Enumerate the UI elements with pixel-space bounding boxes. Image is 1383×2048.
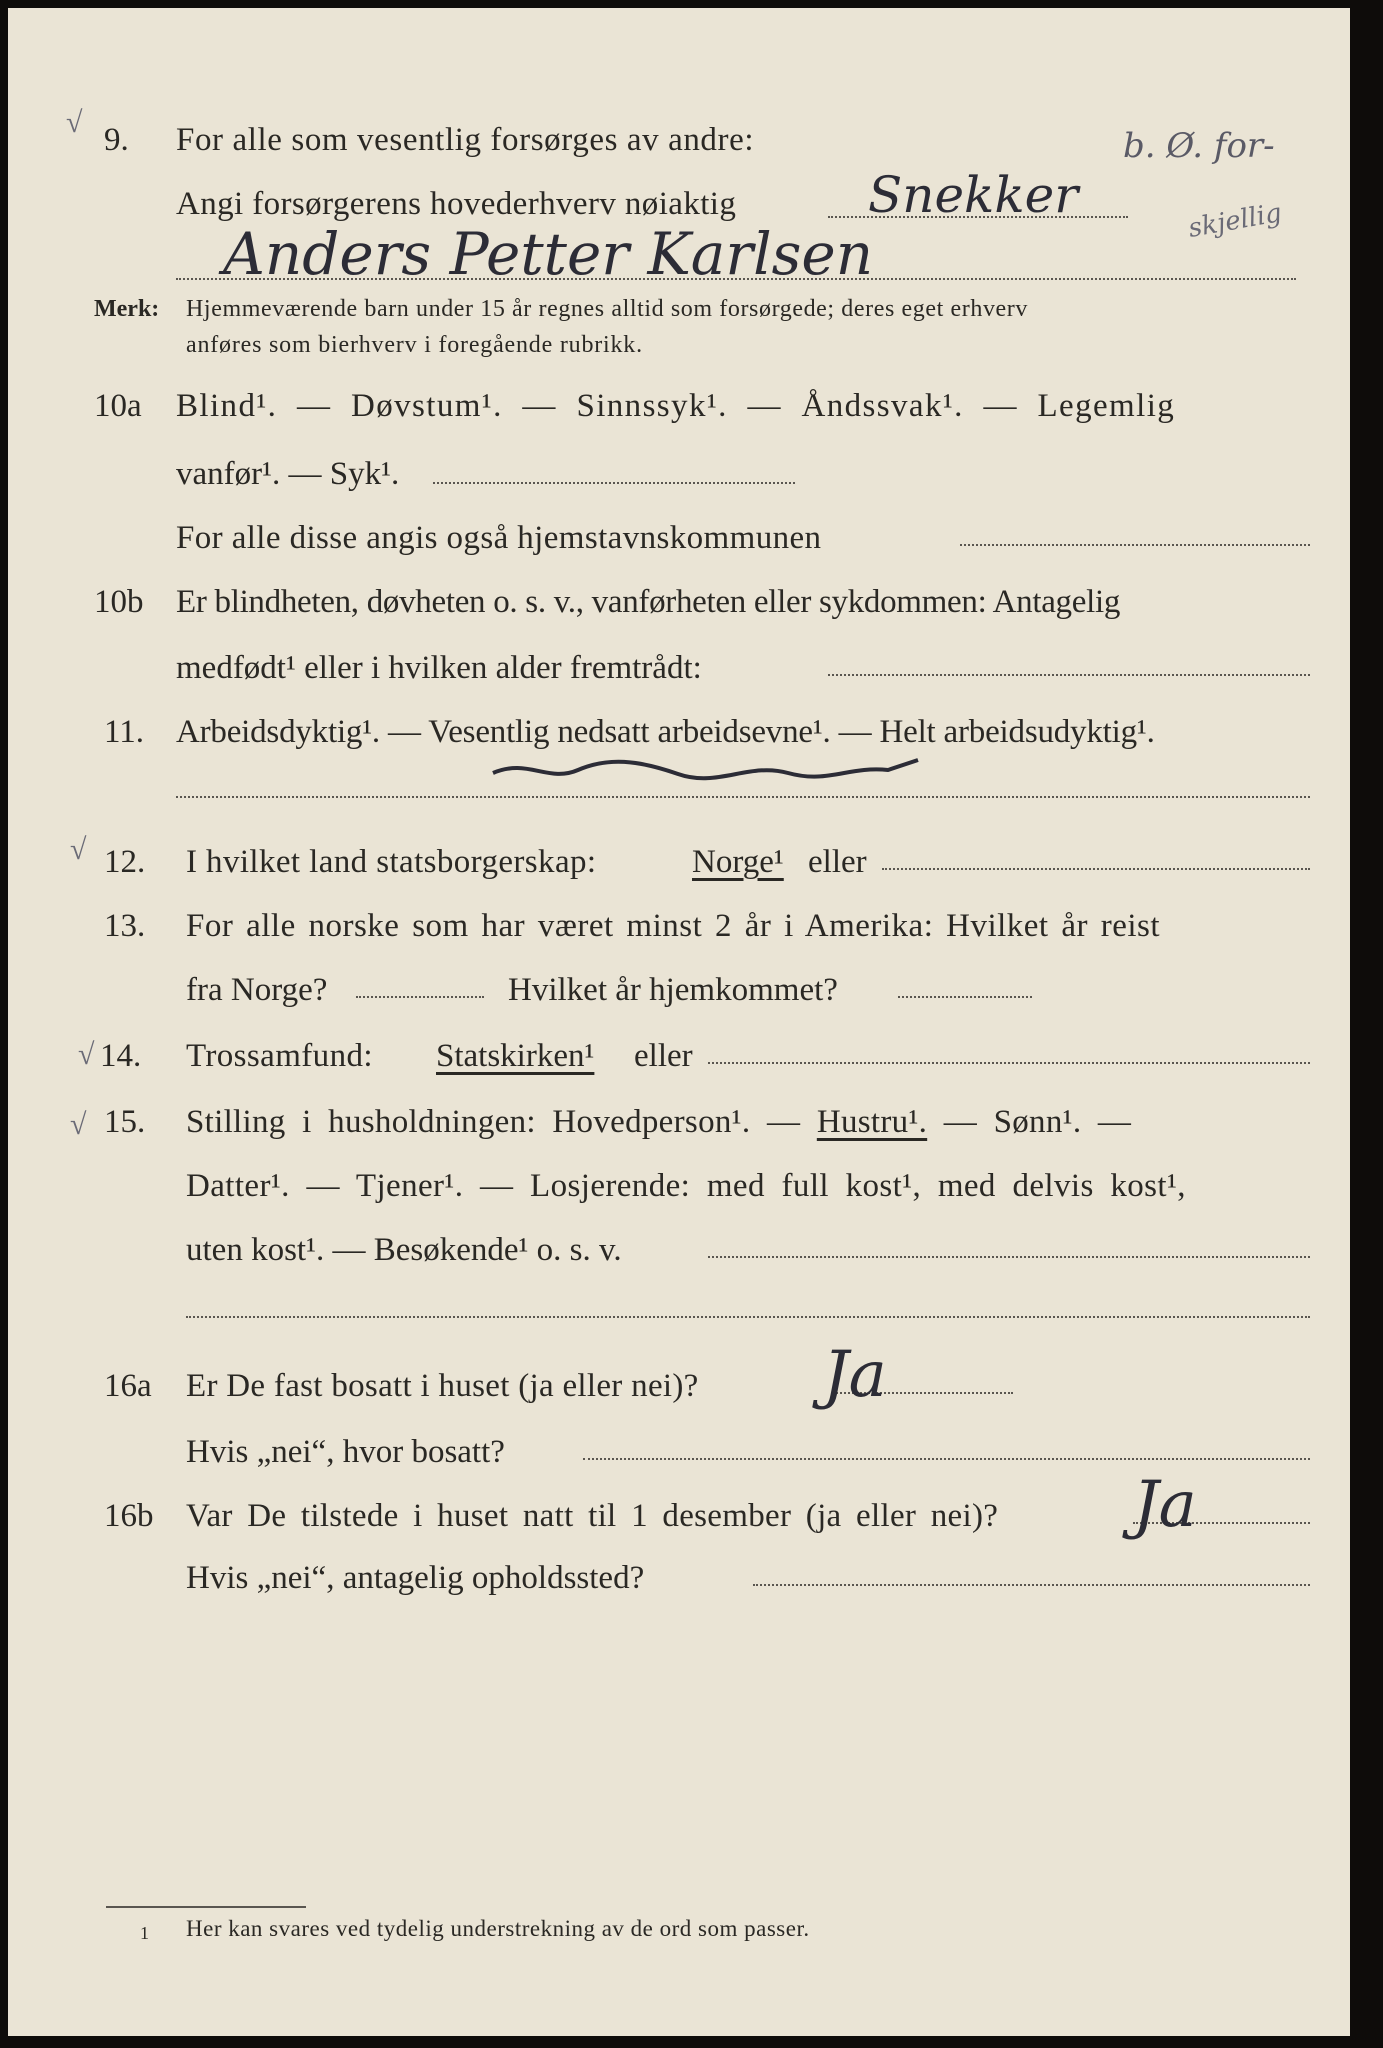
- q15-number: 15.: [104, 1104, 146, 1140]
- q15-line1a: Stilling i husholdningen: Hovedperson¹. —: [186, 1104, 817, 1140]
- q11-text: [176, 712, 1155, 752]
- q11-number: 11.: [104, 714, 145, 750]
- q16a-residence-line: [583, 1458, 1310, 1460]
- q16a-line2: Hvis „nei“, hvor bosatt?: [186, 1434, 505, 1470]
- q9-answer-name: Anders Petter Karlsen: [223, 220, 874, 288]
- q14-text: Trossamfund:: [186, 1038, 373, 1074]
- q12-other-line: [882, 868, 1310, 870]
- q13-number: 13.: [104, 908, 146, 944]
- q11-handwritten-underline: [488, 748, 928, 788]
- q16a-line1: Er De fast bosatt i huset (ja eller nei)?: [186, 1368, 699, 1404]
- q11-part2-selected: Vesentlig nedsatt arbeidsevne¹: [428, 714, 823, 750]
- q9-line1: For alle som vesentlig forsørges av andre:: [176, 122, 755, 158]
- q13-line1: For alle norske som har været minst 2 år i Amerika: Hvilket år reist: [186, 908, 1161, 944]
- q15-answer-selected: Hustru¹.: [816, 1104, 928, 1140]
- q15-line2: Datter¹. — Tjener¹. — Losjerende: med full kost¹, med delvis kost¹,: [186, 1168, 1186, 1204]
- q15-line1c: — Sønn¹. —: [927, 1104, 1132, 1140]
- q16b-whereabouts-line: [753, 1584, 1310, 1586]
- q10a-line1: Blind¹. — Døvstum¹. — Sinnssyk¹. — Åndssvak¹. — Legemlig: [176, 388, 1176, 424]
- q9-answer-occupation: Snekker: [868, 166, 1079, 224]
- q15-rule: [186, 1316, 1310, 1318]
- merk-line1: Hjemmeværende barn under 15 år regnes alltid som forsørgede; deres eget erhverv: [186, 296, 1029, 322]
- q11-rule: [176, 796, 1310, 798]
- q13-line2a: fra Norge?: [186, 972, 328, 1008]
- q16b-line1: Var De tilstede i huset natt til 1 desember (ja eller nei)?: [186, 1498, 999, 1534]
- q16b-number: 16b: [104, 1498, 154, 1534]
- q10a-sick-line: [433, 482, 795, 484]
- q10a-line2: vanfør¹. — Syk¹.: [176, 456, 400, 492]
- footnote-rule: [106, 1906, 306, 1908]
- q16b-answer: Ja: [1133, 1468, 1197, 1542]
- q14-answer-selected: Statskirken¹: [436, 1038, 595, 1074]
- q16a-number: 16a: [104, 1368, 152, 1404]
- q13-departed-line: [356, 996, 484, 998]
- q12-text: I hvilket land statsborgerskap:: [186, 844, 597, 880]
- q10a-number: 10a: [94, 388, 142, 424]
- check-mark-14: √: [78, 1038, 95, 1071]
- q14-after: eller: [634, 1038, 693, 1074]
- q14-other-line: [708, 1062, 1310, 1064]
- footnote-mark: 1: [140, 1923, 149, 1943]
- q12-number: 12.: [104, 844, 146, 880]
- q9-answer-note: b. Ø. for-: [1123, 126, 1275, 166]
- q13-line2b: Hvilket år hjemkommet?: [508, 972, 838, 1008]
- check-mark-12: √: [70, 833, 87, 866]
- check-mark-9: √: [66, 106, 83, 139]
- q9-answer-note2: skjellig: [1186, 198, 1285, 244]
- merk-line2: anføres som bierhverv i foregående rubrikk.: [186, 332, 643, 358]
- q10b-age-line: [828, 674, 1310, 676]
- q11-part3: . — Helt arbeidsudyktig¹.: [822, 714, 1155, 750]
- q11-part1: Arbeidsdyktig¹. —: [176, 714, 429, 750]
- q15-line1: [186, 1102, 1131, 1142]
- q10a-line3: For alle disse angis også hjemstavnskommunen: [176, 520, 822, 556]
- q14-number: 14.: [100, 1038, 142, 1074]
- q10b-number: 10b: [94, 584, 144, 620]
- q10b-line2: medfødt¹ eller i hvilken alder fremtrådt:: [176, 650, 702, 686]
- check-mark-15: √: [70, 1108, 87, 1141]
- q15-other-line: [708, 1256, 1310, 1258]
- q9-line2: Angi forsørgerens hovederhverv nøiaktig: [176, 186, 737, 222]
- q12-answer-selected: Norge¹: [692, 844, 784, 880]
- merk-label: Merk:: [94, 296, 160, 322]
- q9-number: 9.: [104, 122, 129, 158]
- q16b-line2: Hvis „nei“, antagelig opholdssted?: [186, 1560, 645, 1596]
- q16a-answer: Ja: [823, 1338, 887, 1412]
- census-form-page: [8, 8, 1350, 2036]
- q10b-line1: Er blindheten, døvheten o. s. v., vanførheten eller sykdommen: Antagelig: [176, 584, 1121, 620]
- q10a-municipality-line: [960, 544, 1310, 546]
- footnote-text: Her kan svares ved tydelig understrekning av de ord som passer.: [186, 1916, 810, 1941]
- q13-returned-line: [898, 996, 1032, 998]
- q12-after: eller: [808, 844, 867, 880]
- q15-line3: uten kost¹. — Besøkende¹ o. s. v.: [186, 1232, 622, 1268]
